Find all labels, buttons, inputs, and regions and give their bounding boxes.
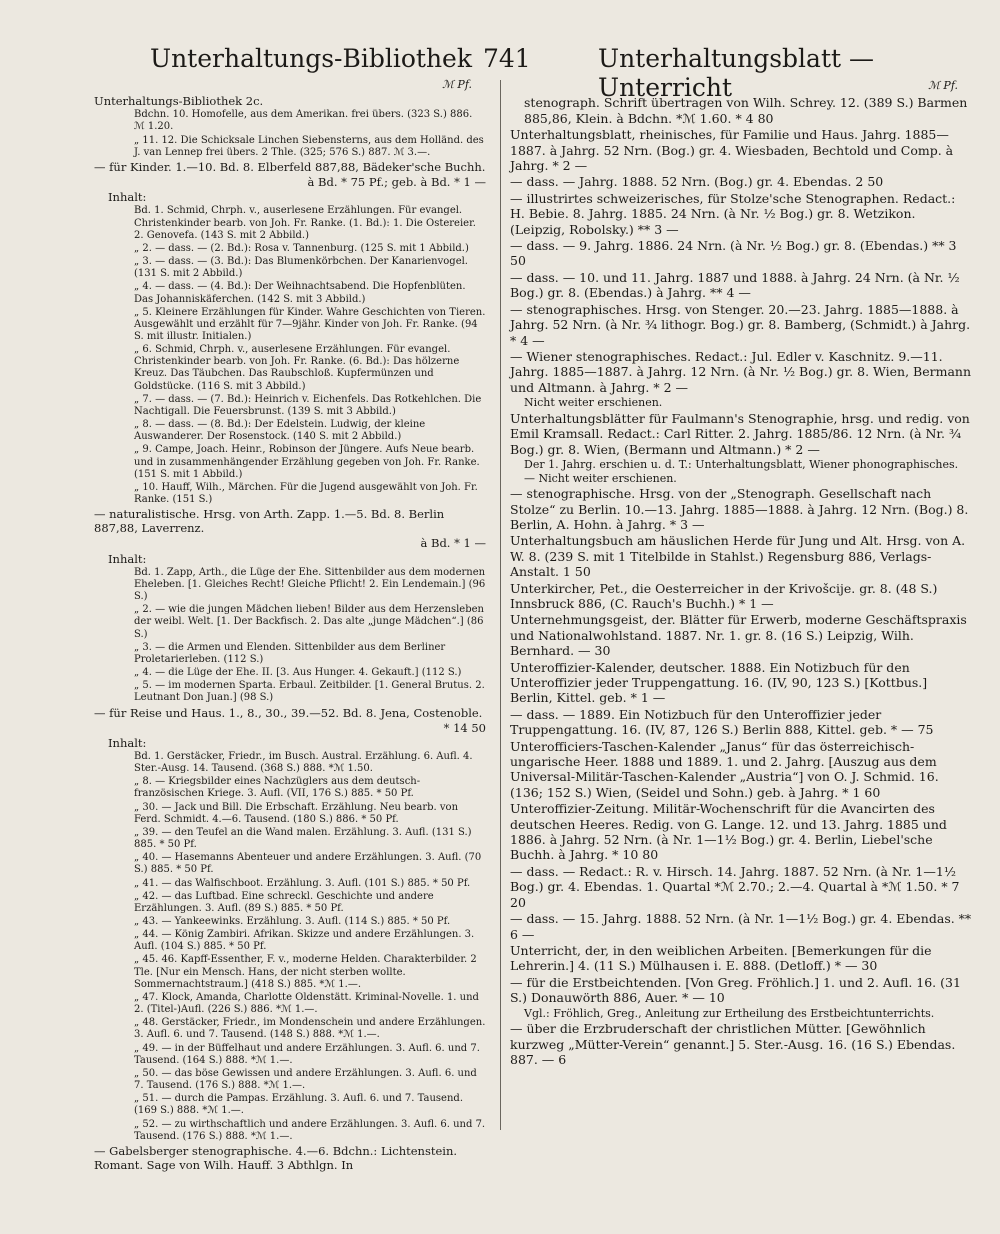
bibliography-entry: Bd. 1. Zapp, Arth., die Lüge der Ehe. Sittenbilder aus dem modernen Eheleben. [1. Gleiches Recht! Gleiche Pflicht! 2. Ein Lendemain.] (96 S.) <box>134 566 486 603</box>
bibliography-entry: Inhalt: <box>108 551 147 566</box>
bibliography-entry: „ 51. — durch die Pampas. Erzählung. 3. Aufl. 6. und 7. Tausend. (169 S.) 888. *ℳ 1.—. <box>134 1093 463 1117</box>
bibliography-entry: „ 44. — König Zambiri. Afrikan. Skizze und andere Erzählungen. 3. Aufl. (104 S.) 885. * 50 Pf. <box>134 929 475 953</box>
bibliography-entry: Unterkircher, Pet., die Oesterreicher in der Krivošcije. gr. 8. (48 S.) Innsbruck 886, (C. Rauch's Buchh.) * 1 — <box>510 580 938 611</box>
bibliography-entry: „ 2. — dass. — (2. Bd.): Rosa v. Tannenburg. (125 S. mit 1 Abbild.) <box>134 242 469 254</box>
bibliography-entry: „ 4. — dass. — (4. Bd.): Der Weihnachtsabend. Die Hopfenblüten. Das Johanniskäferchen. (142 S. mit 3 Abbild.) <box>134 281 466 305</box>
bibliography-entry: Unterofficiers-Taschen-Kalender „Janus“ für das österreichisch-ungarische Heer. 1888 und 1889. 1. und 2. Jahrg. [Auszug aus dem Universal-Militär-Taschen-Kalender „Austria“] von O. J. Schmid. 16. (136; 152 S.) Wien, (Seidel und Sohn.) geb. à Jahrg. * 1 60 <box>510 738 939 800</box>
bibliography-entry: „ 8. — Kriegsbilder eines Nachzüglers aus dem deutsch-französischen Kriege. 3. Aufl. (VII, 176 S.) 885. * 50 Pf. <box>134 776 421 800</box>
bibliography-entry: stenograph. Schrift übertragen von Wilh. Schrey. 12. (389 S.) Barmen 885,86, Klein. à Bdchn. *ℳ 1.60. * 4 80 <box>524 95 968 126</box>
bibliography-entry: Unterhaltungsbuch am häuslichen Herde für Jung und Alt. Hrsg. von A. W. 8. (239 S. mit 1 Titelbilde in Stahlst.) Regensburg 886, Verlags-Anstalt. 1 50 <box>510 533 966 580</box>
bibliography-entry: — für Reise und Haus. 1., 8., 30., 39.—52. Bd. 8. Jena, Costenoble. <box>94 705 483 720</box>
bibliography-entry: „ 10. Hauff, Wilh., Märchen. Für die Jugend ausgewählt von Joh. Fr. Ranke. (151 S.) <box>134 481 478 505</box>
bibliography-entry: — über die Erzbruderschaft der christlichen Mütter. [Gewöhnlich kurzweg „Mütter-Verein“ genannt.] 5. Ster.-Ausg. 16. (16 S.) Ebendas. 887. — 6 <box>510 1021 956 1067</box>
bibliography-entry: — naturalistische. Hrsg. von Arth. Zapp. 1.—5. Bd. 8. Berlin 887,88, Laverrenz. <box>94 507 445 536</box>
bibliography-entry: „ 4. — die Lüge der Ehe. II. [3. Aus Hunger. 4. Gekauft.] (112 S.) <box>134 667 462 679</box>
bibliography-entry: Bd. 1. Gerstäcker, Friedr., im Busch. Austral. Erzählung. 6. Aufl. 4. Ster.-Ausg. 14. Tausend. (368 S.) 888. *ℳ 1.50. <box>134 750 473 775</box>
bibliography-entry: — dass. — Redact.: R. v. Hirsch. 14. Jahrg. 1887. 52 Nrn. (à Nr. 1—1½ Bog.) gr. 4. Ebendas. 1. Quartal *ℳ 2.70.; 2.—4. Quartal à *ℳ 1.50. * 7 20 <box>510 863 960 910</box>
bibliography-entry: * 14 50 <box>443 720 486 735</box>
bibliography-entry: Bdchn. 10. Homofelle, aus dem Amerikan. frei übers. (323 S.) 886. ℳ 1.20. <box>134 109 473 133</box>
bibliography-entry: Unteroffizier-Kalender, deutscher. 1888. Ein Notizbuch für den Unteroffizier jeder Truppengattung. 16. (IV, 90, 123 S.) [Kottbus.] Berlin, Kittel. geb. * 1 — <box>510 659 928 706</box>
left-column <box>94 78 486 1173</box>
running-head-left: Unterhaltungs-Bibliothek <box>150 44 472 73</box>
bibliography-entry: „ 3. — dass. — (3. Bd.): Das Blumenkörbchen. Der Kanarienvogel. (131 S. mit 2 Abbild.) <box>134 256 468 280</box>
page-number: 741 <box>483 44 531 73</box>
bibliography-entry: à Bd. * 75 Pf.; geb. à Bd. * 1 — <box>307 175 486 190</box>
bibliography-entry: „ 3. — die Armen und Elenden. Sittenbilder aus dem Berliner Proletarierleben. (112 S.) <box>134 641 446 665</box>
bibliography-entry: Inhalt: <box>108 190 147 205</box>
right-column <box>510 78 972 1068</box>
bibliography-entry: „ 41. — das Walfischboot. Erzählung. 3. Aufl. (101 S.) 885. * 50 Pf. <box>134 877 471 889</box>
column-divider <box>500 80 501 1130</box>
bibliography-entry: „ 45. 46. Kapff-Essenther, F. v., moderne Helden. Charakterbilder. 2 Tle. [Nur ein Mensch. Hans, der nicht sterben wollte. Sommernachtstraum.] (418 S.) 885. *ℳ 1.—. <box>134 954 477 990</box>
bibliography-entry: „ 9. Campe, Joach. Heinr., Robinson der Jüngere. Aufs Neue bearb. und in zusammenhängender Erzählung gegeben von Joh. Fr. Ranke. (151 S. mit 1 Abbild.) <box>134 444 480 480</box>
bibliography-entry: Der 1. Jahrg. erschien u. d. T.: Unterhaltungsblatt, Wiener phonographisches. — Nicht weiter erschienen. <box>524 457 959 485</box>
bibliography-entry: „ 6. Schmid, Chrph. v., auserlesene Erzählungen. Für evangel. Christenkinder bearb. von Joh. Fr. Ranke. (6. Bd.): Das hölzerne Kreuz. Das Täubchen. Das Raubschloß. Kupfermünzen und Goldstücke. (116 S. mit 3 Abbild.) <box>134 344 460 392</box>
bibliography-entry: „ 2. — wie die jungen Mädchen lieben! Bilder aus dem Herzensleben der weibl. Welt. [1. Der Backfisch. 2. Das alte „junge Mädchen“.] (86 S.) <box>134 604 484 640</box>
bibliography-entry: — dass. — 1889. Ein Notizbuch für den Unteroffizier jeder Truppengattung. 16. (IV, 87, 126 S.) Berlin 888, Kittel. geb. * — 75 <box>510 706 934 738</box>
bibliography-entry: Nicht weiter erschienen. <box>524 396 663 410</box>
price-column-head: ℳ Pf. <box>928 79 958 92</box>
bibliography-entry: „ 39. — den Teufel an die Wand malen. Erzählung. 3. Aufl. (131 S.) 885. * 50 Pf. <box>134 826 472 851</box>
bibliography-entry: — stenographische. Hrsg. von der „Stenograph. Gesellschaft nach Stolze“ zu Berlin. 10.—13. Jahrg. 1885—1888. à Jahrg. 12 Nrn. (Bog.) 8. Berlin, A. Hohn. à Jahrg. * 3 — <box>510 486 969 532</box>
bibliography-entry: „ 52. — zu wirthschaftlich und andere Erzählungen. 3. Aufl. 6. und 7. Tausend. (176 S.) 888. *ℳ 1.—. <box>134 1118 486 1142</box>
bibliography-entry: „ 11. 12. Die Schicksale Linchen Siebensterns, aus dem Holländ. des J. van Lennep frei übers. 2 Thle. (325; 576 S.) 887. ℳ 3.—. <box>134 134 484 158</box>
bibliography-entry: Unterhaltungsblätter für Faulmann's Stenographie, hrsg. und redig. von Emil Kramsall. Redact.: Carl Ritter. 2. Jahrg. 1885/86. 12 Nrn. (à Nr. ¾ Bog.) gr. 8. Wien, (Bermann und Altmann.) * 2 — <box>510 410 970 457</box>
bibliography-entry: — dass. — 10. und 11. Jahrg. 1887 und 1888. à Jahrg. 24 Nrn. (à Nr. ½ Bog.) gr. 8. (Ebendas.) à Jahrg. ** 4 — <box>510 269 960 301</box>
bibliography-entry: „ 48. Gerstäcker, Friedr., im Mondenschein und andere Erzählungen. 3. Aufl. 6. und 7. Tausend. (148 S.) 888. *ℳ 1.—. <box>134 1017 486 1041</box>
bibliography-entry: „ 5. Kleinere Erzählungen für Kinder. Wahre Geschichten von Tieren. Ausgewählt und erzählt für 7—9jähr. Kinder von Joh. Fr. Ranke. (94 S. mit illustr. Initialen.) <box>134 306 486 342</box>
bibliography-entry: Unternehmungsgeist, der. Blätter für Erwerb, moderne Geschäftspraxis und Nationalwohlstand. 1887. Nr. 1. gr. 8. (16 S.) Leipzig, Wilh. Bernhard. — 30 <box>510 612 967 659</box>
bibliography-entry: Unterricht, der, in den weiblichen Arbeiten. [Bemerkungen für die Lehrerin.] 4. (11 S.) Mülhausen i. E. 888. (Detloff.) * — 30 <box>510 942 932 974</box>
bibliography-entry: — für die Erstbeichtenden. [Von Greg. Fröhlich.] 1. und 2. Aufl. 16. (31 S.) Donauwörth 886, Auer. * — 10 <box>510 974 961 1006</box>
bibliography-entry: „ 7. — dass. — (7. Bd.): Heinrich v. Eichenfels. Das Rotkehlchen. Die Nachtigall. Die Feuersbrunst. (139 S. mit 3 Abbild.) <box>134 393 482 417</box>
bibliography-entry: — dass. — 15. Jahrg. 1888. 52 Nrn. (à Nr. 1—1½ Bog.) gr. 4. Ebendas. ** 6 — <box>510 911 972 942</box>
bibliography-entry: Unterhaltungs-Bibliothek 2c. <box>94 94 264 109</box>
bibliography-entry: „ 43. — Yankeewinks. Erzählung. 3. Aufl. (114 S.) 885. * 50 Pf. <box>134 916 451 927</box>
bibliography-entry: — dass. — 9. Jahrg. 1886. 24 Nrn. (à Nr. ½ Bog.) gr. 8. (Ebendas.) ** 3 50 <box>510 238 957 269</box>
bibliography-entry: „ 42. — das Luftbad. Eine schreckl. Geschichte und andere Erzählungen. 3. Aufl. (89 S.) 885. * 50 Pf. <box>134 890 434 914</box>
bibliography-entry: — für Kinder. 1.—10. Bd. 8. Elberfeld 887,88, Bädeker'sche Buchh. <box>94 159 486 174</box>
bibliography-entry: Unteroffizier-Zeitung. Militär-Wochenschrift für die Avancirten des deutschen Heeres. Redig. von G. Lange. 12. und 13. Jahrg. 1885 und 1886. à Jahrg. 52 Nrn. (à Nr. 1—1½ Bog.) gr. 4. Berlin, Liebel'sche Buchh. à Jahrg. * 10 80 <box>510 801 947 863</box>
bibliography-entry: „ 30. — Jack und Bill. Die Erbschaft. Erzählung. Neu bearb. von Ferd. Schmidt. 4.—6. Tausend. (180 S.) 886. * 50 Pf. <box>134 801 459 825</box>
bibliography-entry: — dass. — Jahrg. 1888. 52 Nrn. (Bog.) gr. 4. Ebendas. 2 50 <box>510 174 884 190</box>
bibliography-entry: — Gabelsberger stenographische. 4.—6. Bdchn.: Lichtenstein. Romant. Sage von Wilh. Hauff. 3 Abthlgn. In <box>94 1143 458 1172</box>
bibliography-entry: „ 8. — dass. — (8. Bd.): Der Edelstein. Ludwig, der kleine Auswanderer. Der Rosenstock. (140 S. mit 2 Abbild.) <box>134 419 426 443</box>
bibliography-entry: Inhalt: <box>108 735 147 750</box>
bibliography-entry: Unterhaltungsblatt, rheinisches, für Familie und Haus. Jahrg. 1885—1887. à Jahrg. 52 Nrn. (Bog.) gr. 4. Wiesbaden, Bechtold und Comp. à Jahrg. * 2 — <box>510 127 954 174</box>
bibliography-entry: „ 47. Klock, Amanda, Charlotte Oldenstätt. Kriminal-Novelle. 1. und 2. (Titel-)Aufl. (226 S.) 886. *ℳ 1.—. <box>134 991 479 1016</box>
bibliography-entry: — stenographisches. Hrsg. von Stenger. 20.—23. Jahrg. 1885—1888. à Jahrg. 52 Nrn. (à Nr. ¾ lithogr. Bog.) gr. 8. Bamberg, (Schmidt.) à Jahrg. * 4 — <box>510 301 971 348</box>
bibliography-entry: „ 49. — in der Büffelhaut und andere Erzählungen. 3. Aufl. 6. und 7. Tausend. (164 S.) 888. *ℳ 1.—. <box>134 1042 480 1066</box>
price-column-head: ℳ Pf. <box>442 78 472 91</box>
bibliography-entry: — Wiener stenographisches. Redact.: Jul. Edler v. Kaschnitz. 9.—11. Jahrg. 1885—1887. à Jahrg. 12 Nrn. (à Nr. ½ Bog.) gr. 8. Wien, Bermann und Altmann. à Jahrg. * 2 — <box>510 348 972 395</box>
bibliography-entry: Vgl.: Fröhlich, Greg., Anleitung zur Ertheilung des Erstbeichtunterrichts. <box>524 1006 935 1020</box>
bibliography-entry: „ 40. — Hasemanns Abenteuer und andere Erzählungen. 3. Aufl. (70 S.) 885. * 50 Pf. <box>134 852 482 876</box>
bibliography-entry: „ 5. — im modernen Sparta. Erbaul. Zeitbilder. [1. General Brutus. 2. Leutnant Don Juan.] (98 S.) <box>134 680 485 704</box>
bibliography-entry: „ 50. — das böse Gewissen und andere Erzählungen. 3. Aufl. 6. und 7. Tausend. (176 S.) 888. *ℳ 1.—. <box>134 1067 477 1092</box>
bibliography-entry: Bd. 1. Schmid, Chrph. v., auserlesene Erzählungen. Für evangel. Christenkinder bearb. von Joh. Fr. Ranke. (1. Bd.): 1. Die Ostereier. 2. Genovefa. (143 S. mit 2 Abbild.) <box>134 205 476 241</box>
bibliography-entry: — illustrirtes schweizerisches, für Stolze'sche Stenographen. Redact.: H. Bebie. 8. Jahrg. 1885. 24 Nrn. (à Nr. ½ Bog.) gr. 8. Wetzikon. (Leipzig, Robolsky.) ** 3 — <box>510 190 956 237</box>
bibliography-entry: à Bd. * 1 — <box>420 536 486 551</box>
running-head-right: Unterhaltungsblatt — Unterricht <box>598 44 874 102</box>
